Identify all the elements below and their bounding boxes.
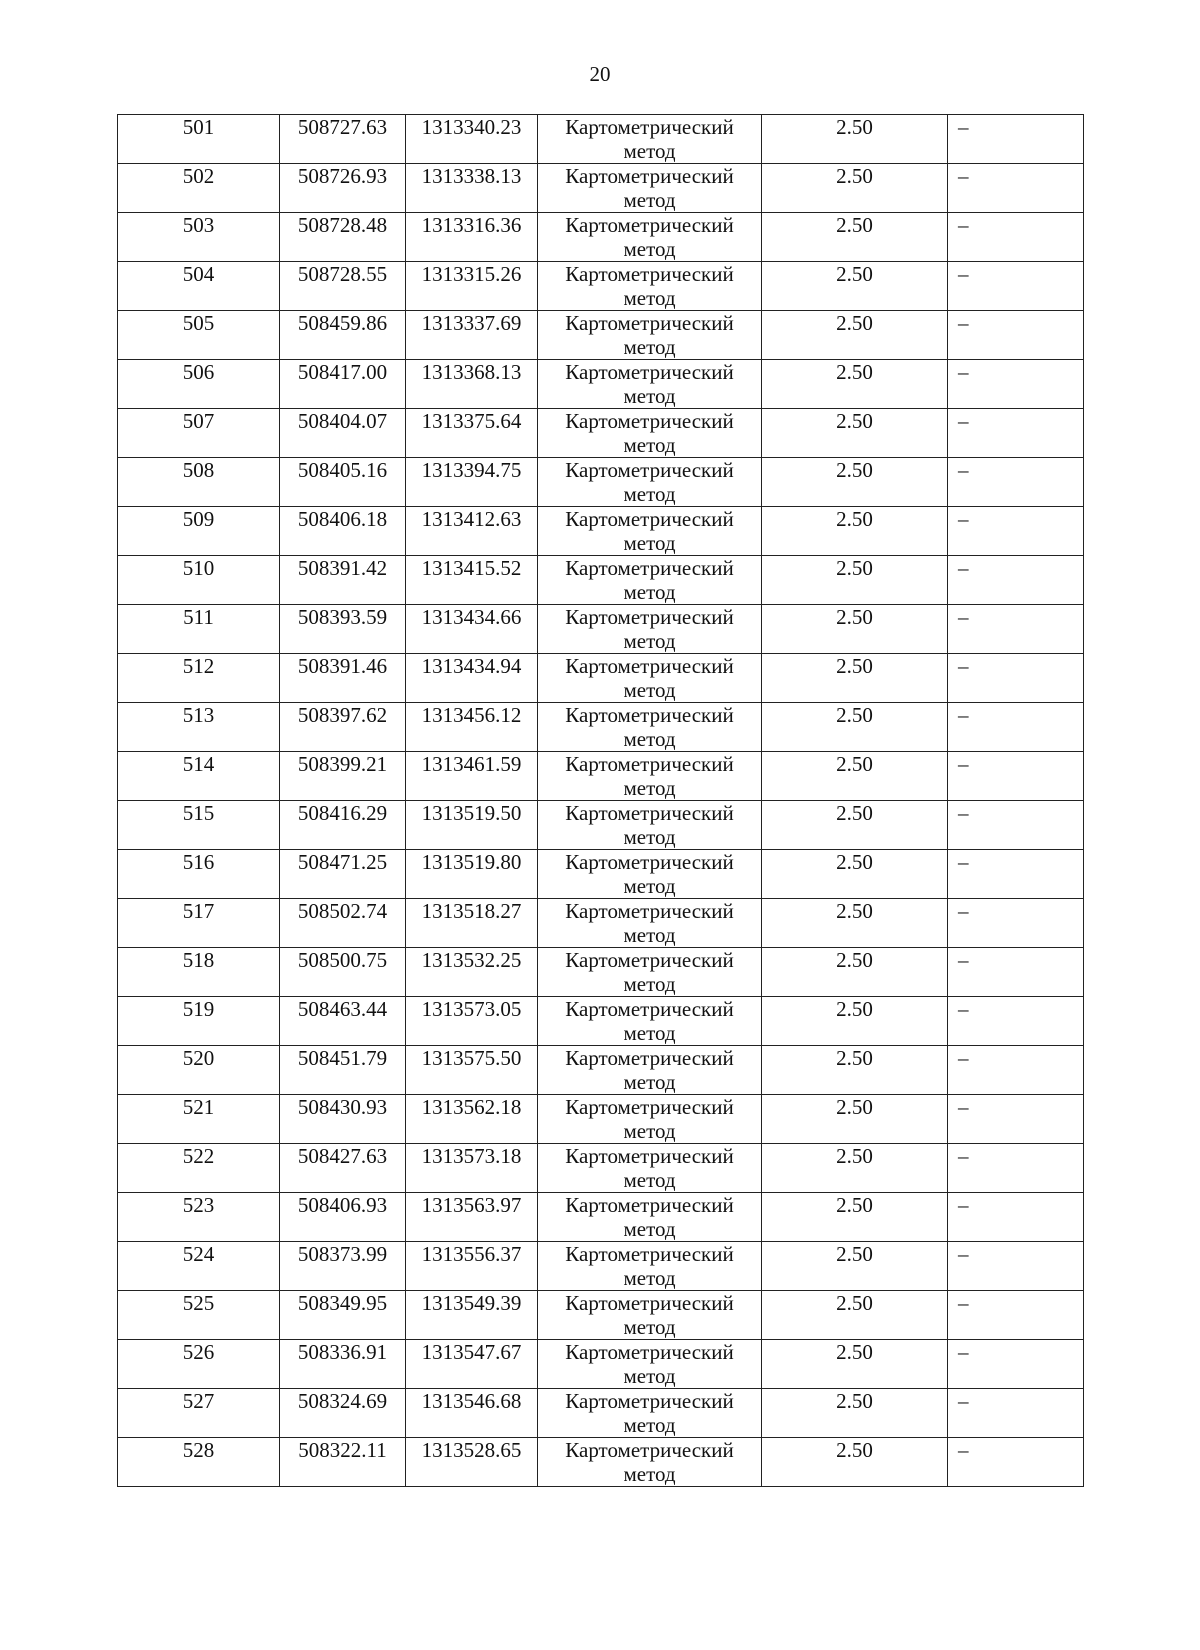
y-coordinate-cell: 1313375.64: [406, 409, 538, 458]
note-cell: –: [948, 752, 1084, 801]
point-number-cell: 506: [118, 360, 280, 409]
method-cell: [538, 1046, 762, 1095]
point-number-cell: 502: [118, 164, 280, 213]
accuracy-cell: 2.50: [762, 1095, 948, 1144]
accuracy-cell: 2.50: [762, 311, 948, 360]
method-line-1: Картометрический: [565, 409, 734, 433]
table-row: [118, 605, 1084, 654]
y-coordinate-cell: 1313412.63: [406, 507, 538, 556]
note-cell: –: [948, 311, 1084, 360]
table-row: [118, 850, 1084, 899]
table-row: [118, 1291, 1084, 1340]
accuracy-cell: 2.50: [762, 213, 948, 262]
y-coordinate-cell: 1313562.18: [406, 1095, 538, 1144]
y-coordinate-cell: 1313518.27: [406, 899, 538, 948]
method-line-1: Картометрический: [565, 654, 734, 678]
note-cell: –: [948, 948, 1084, 997]
x-coordinate-cell: 508463.44: [280, 997, 406, 1046]
method-line-1: Картометрический: [565, 507, 734, 531]
method-cell: [538, 115, 762, 164]
method-line-2: метод: [623, 531, 676, 555]
point-number-cell: 519: [118, 997, 280, 1046]
table-row: [118, 752, 1084, 801]
note-cell: –: [948, 850, 1084, 899]
accuracy-cell: 2.50: [762, 899, 948, 948]
accuracy-cell: 2.50: [762, 801, 948, 850]
point-number-cell: 510: [118, 556, 280, 605]
method-line-1: Картометрический: [565, 1095, 734, 1119]
y-coordinate-cell: 1313556.37: [406, 1242, 538, 1291]
table-row: [118, 1438, 1084, 1487]
y-coordinate-cell: 1313338.13: [406, 164, 538, 213]
point-number-cell: 504: [118, 262, 280, 311]
point-number-cell: 508: [118, 458, 280, 507]
point-number-cell: 515: [118, 801, 280, 850]
method-line-1: Картометрический: [565, 703, 734, 727]
x-coordinate-cell: 508726.93: [280, 164, 406, 213]
y-coordinate-cell: 1313415.52: [406, 556, 538, 605]
table-row: [118, 1242, 1084, 1291]
method-line-1: Картометрический: [565, 752, 734, 776]
y-coordinate-cell: 1313532.25: [406, 948, 538, 997]
method-cell: [538, 654, 762, 703]
coordinates-table-body: [118, 115, 1084, 1487]
note-cell: –: [948, 899, 1084, 948]
x-coordinate-cell: 508393.59: [280, 605, 406, 654]
method-cell: [538, 458, 762, 507]
point-number-cell: 513: [118, 703, 280, 752]
method-cell: [538, 556, 762, 605]
note-cell: –: [948, 1193, 1084, 1242]
method-line-2: метод: [623, 433, 676, 457]
x-coordinate-cell: 508459.86: [280, 311, 406, 360]
note-cell: –: [948, 458, 1084, 507]
note-cell: –: [948, 1340, 1084, 1389]
y-coordinate-cell: 1313315.26: [406, 262, 538, 311]
note-cell: –: [948, 360, 1084, 409]
method-line-2: метод: [623, 776, 676, 800]
table-row: [118, 1144, 1084, 1193]
y-coordinate-cell: 1313519.50: [406, 801, 538, 850]
method-cell: [538, 1144, 762, 1193]
point-number-cell: 522: [118, 1144, 280, 1193]
table-row: [118, 948, 1084, 997]
method-line-1: Картометрический: [565, 1193, 734, 1217]
accuracy-cell: 2.50: [762, 850, 948, 899]
accuracy-cell: 2.50: [762, 752, 948, 801]
method-line-2: метод: [623, 727, 676, 751]
method-cell: [538, 1291, 762, 1340]
page-number: 20: [589, 62, 611, 86]
method-line-2: метод: [623, 678, 676, 702]
y-coordinate-cell: 1313434.94: [406, 654, 538, 703]
accuracy-cell: 2.50: [762, 1291, 948, 1340]
method-line-2: метод: [623, 1413, 676, 1437]
x-coordinate-cell: 508324.69: [280, 1389, 406, 1438]
method-line-2: метод: [623, 1266, 676, 1290]
method-line-1: Картометрический: [565, 311, 734, 335]
note-cell: –: [948, 801, 1084, 850]
point-number-cell: 526: [118, 1340, 280, 1389]
method-line-1: Картометрический: [565, 115, 734, 139]
accuracy-cell: 2.50: [762, 164, 948, 213]
method-cell: [538, 850, 762, 899]
x-coordinate-cell: 508322.11: [280, 1438, 406, 1487]
x-coordinate-cell: 508406.93: [280, 1193, 406, 1242]
method-line-2: метод: [623, 874, 676, 898]
method-line-1: Картометрический: [565, 948, 734, 972]
method-line-1: Картометрический: [565, 1242, 734, 1266]
method-line-2: метод: [623, 188, 676, 212]
method-line-1: Картометрический: [565, 1389, 734, 1413]
x-coordinate-cell: 508405.16: [280, 458, 406, 507]
method-line-2: метод: [623, 1070, 676, 1094]
method-line-2: метод: [623, 1217, 676, 1241]
method-cell: [538, 1438, 762, 1487]
note-cell: –: [948, 164, 1084, 213]
note-cell: –: [948, 654, 1084, 703]
method-cell: [538, 213, 762, 262]
accuracy-cell: 2.50: [762, 703, 948, 752]
method-line-2: метод: [623, 286, 676, 310]
method-line-1: Картометрический: [565, 1144, 734, 1168]
accuracy-cell: 2.50: [762, 360, 948, 409]
table-row: [118, 1340, 1084, 1389]
coordinates-table: [117, 114, 1084, 1487]
y-coordinate-cell: 1313528.65: [406, 1438, 538, 1487]
point-number-cell: 517: [118, 899, 280, 948]
table-row: [118, 262, 1084, 311]
x-coordinate-cell: 508502.74: [280, 899, 406, 948]
point-number-cell: 514: [118, 752, 280, 801]
accuracy-cell: 2.50: [762, 1242, 948, 1291]
x-coordinate-cell: 508430.93: [280, 1095, 406, 1144]
x-coordinate-cell: 508417.00: [280, 360, 406, 409]
note-cell: –: [948, 1144, 1084, 1193]
method-line-1: Картометрический: [565, 458, 734, 482]
method-line-2: метод: [623, 1364, 676, 1388]
x-coordinate-cell: 508471.25: [280, 850, 406, 899]
method-line-2: метод: [623, 972, 676, 996]
table-row: [118, 801, 1084, 850]
method-line-2: метод: [623, 1315, 676, 1339]
y-coordinate-cell: 1313337.69: [406, 311, 538, 360]
method-line-2: метод: [623, 139, 676, 163]
note-cell: –: [948, 115, 1084, 164]
method-line-2: метод: [623, 825, 676, 849]
note-cell: –: [948, 213, 1084, 262]
table-row: [118, 507, 1084, 556]
y-coordinate-cell: 1313573.05: [406, 997, 538, 1046]
method-cell: [538, 360, 762, 409]
method-cell: [538, 997, 762, 1046]
accuracy-cell: 2.50: [762, 507, 948, 556]
note-cell: –: [948, 409, 1084, 458]
method-line-1: Картометрический: [565, 997, 734, 1021]
method-line-2: метод: [623, 629, 676, 653]
note-cell: –: [948, 605, 1084, 654]
method-cell: [538, 311, 762, 360]
method-cell: [538, 1095, 762, 1144]
accuracy-cell: 2.50: [762, 458, 948, 507]
note-cell: –: [948, 1438, 1084, 1487]
table-row: [118, 360, 1084, 409]
method-line-1: Картометрический: [565, 1340, 734, 1364]
x-coordinate-cell: 508349.95: [280, 1291, 406, 1340]
x-coordinate-cell: 508406.18: [280, 507, 406, 556]
point-number-cell: 528: [118, 1438, 280, 1487]
table-row: [118, 164, 1084, 213]
accuracy-cell: 2.50: [762, 409, 948, 458]
table-row: [118, 409, 1084, 458]
y-coordinate-cell: 1313563.97: [406, 1193, 538, 1242]
accuracy-cell: 2.50: [762, 997, 948, 1046]
method-cell: [538, 703, 762, 752]
accuracy-cell: 2.50: [762, 1340, 948, 1389]
method-line-2: метод: [623, 1168, 676, 1192]
y-coordinate-cell: 1313547.67: [406, 1340, 538, 1389]
point-number-cell: 524: [118, 1242, 280, 1291]
x-coordinate-cell: 508391.42: [280, 556, 406, 605]
point-number-cell: 518: [118, 948, 280, 997]
accuracy-cell: 2.50: [762, 1193, 948, 1242]
y-coordinate-cell: 1313434.66: [406, 605, 538, 654]
x-coordinate-cell: 508373.99: [280, 1242, 406, 1291]
method-line-1: Картометрический: [565, 1438, 734, 1462]
table-row: [118, 997, 1084, 1046]
table-row: [118, 115, 1084, 164]
method-line-2: метод: [623, 580, 676, 604]
note-cell: –: [948, 262, 1084, 311]
method-cell: [538, 605, 762, 654]
note-cell: –: [948, 1095, 1084, 1144]
x-coordinate-cell: 508416.29: [280, 801, 406, 850]
table-row: [118, 458, 1084, 507]
accuracy-cell: 2.50: [762, 605, 948, 654]
note-cell: –: [948, 1389, 1084, 1438]
x-coordinate-cell: 508427.63: [280, 1144, 406, 1193]
point-number-cell: 511: [118, 605, 280, 654]
method-line-1: Картометрический: [565, 213, 734, 237]
method-line-1: Картометрический: [565, 801, 734, 825]
table-row: [118, 1095, 1084, 1144]
x-coordinate-cell: 508399.21: [280, 752, 406, 801]
x-coordinate-cell: 508500.75: [280, 948, 406, 997]
method-cell: [538, 507, 762, 556]
accuracy-cell: 2.50: [762, 556, 948, 605]
accuracy-cell: 2.50: [762, 654, 948, 703]
y-coordinate-cell: 1313340.23: [406, 115, 538, 164]
table-row: [118, 899, 1084, 948]
method-line-2: метод: [623, 482, 676, 506]
method-cell: [538, 752, 762, 801]
x-coordinate-cell: 508728.55: [280, 262, 406, 311]
y-coordinate-cell: 1313316.36: [406, 213, 538, 262]
point-number-cell: 507: [118, 409, 280, 458]
table-row: [118, 213, 1084, 262]
x-coordinate-cell: 508728.48: [280, 213, 406, 262]
method-line-1: Картометрический: [565, 850, 734, 874]
accuracy-cell: 2.50: [762, 262, 948, 311]
point-number-cell: 520: [118, 1046, 280, 1095]
point-number-cell: 525: [118, 1291, 280, 1340]
method-cell: [538, 262, 762, 311]
accuracy-cell: 2.50: [762, 1389, 948, 1438]
point-number-cell: 527: [118, 1389, 280, 1438]
method-line-1: Картометрический: [565, 899, 734, 923]
table-row: [118, 1046, 1084, 1095]
x-coordinate-cell: 508451.79: [280, 1046, 406, 1095]
y-coordinate-cell: 1313368.13: [406, 360, 538, 409]
accuracy-cell: 2.50: [762, 948, 948, 997]
table-row: [118, 654, 1084, 703]
table-row: [118, 556, 1084, 605]
accuracy-cell: 2.50: [762, 1144, 948, 1193]
method-cell: [538, 409, 762, 458]
accuracy-cell: 2.50: [762, 115, 948, 164]
table-row: [118, 703, 1084, 752]
method-cell: [538, 1340, 762, 1389]
note-cell: –: [948, 703, 1084, 752]
point-number-cell: 505: [118, 311, 280, 360]
method-line-1: Картометрический: [565, 262, 734, 286]
method-cell: [538, 899, 762, 948]
method-line-2: метод: [623, 1021, 676, 1045]
method-line-1: Картометрический: [565, 1291, 734, 1315]
point-number-cell: 516: [118, 850, 280, 899]
x-coordinate-cell: 508727.63: [280, 115, 406, 164]
method-line-2: метод: [623, 335, 676, 359]
accuracy-cell: 2.50: [762, 1438, 948, 1487]
note-cell: –: [948, 556, 1084, 605]
point-number-cell: 509: [118, 507, 280, 556]
y-coordinate-cell: 1313456.12: [406, 703, 538, 752]
y-coordinate-cell: 1313394.75: [406, 458, 538, 507]
method-cell: [538, 1389, 762, 1438]
method-line-2: метод: [623, 1462, 676, 1486]
note-cell: –: [948, 1242, 1084, 1291]
method-line-1: Картометрический: [565, 605, 734, 629]
y-coordinate-cell: 1313461.59: [406, 752, 538, 801]
method-cell: [538, 1242, 762, 1291]
method-cell: [538, 1193, 762, 1242]
note-cell: –: [948, 1291, 1084, 1340]
method-line-1: Картометрический: [565, 556, 734, 580]
y-coordinate-cell: 1313519.80: [406, 850, 538, 899]
method-cell: [538, 948, 762, 997]
method-line-1: Картометрический: [565, 360, 734, 384]
method-line-2: метод: [623, 384, 676, 408]
method-line-1: Картометрический: [565, 164, 734, 188]
point-number-cell: 523: [118, 1193, 280, 1242]
x-coordinate-cell: 508391.46: [280, 654, 406, 703]
point-number-cell: 512: [118, 654, 280, 703]
x-coordinate-cell: 508404.07: [280, 409, 406, 458]
method-cell: [538, 164, 762, 213]
point-number-cell: 521: [118, 1095, 280, 1144]
y-coordinate-cell: 1313573.18: [406, 1144, 538, 1193]
note-cell: –: [948, 997, 1084, 1046]
method-line-2: метод: [623, 1119, 676, 1143]
point-number-cell: 503: [118, 213, 280, 262]
y-coordinate-cell: 1313575.50: [406, 1046, 538, 1095]
accuracy-cell: 2.50: [762, 1046, 948, 1095]
table-row: [118, 1389, 1084, 1438]
method-line-2: метод: [623, 923, 676, 947]
table-row: [118, 1193, 1084, 1242]
method-cell: [538, 801, 762, 850]
method-line-2: метод: [623, 237, 676, 261]
method-line-1: Картометрический: [565, 1046, 734, 1070]
table-row: [118, 311, 1084, 360]
note-cell: –: [948, 507, 1084, 556]
y-coordinate-cell: 1313546.68: [406, 1389, 538, 1438]
note-cell: –: [948, 1046, 1084, 1095]
y-coordinate-cell: 1313549.39: [406, 1291, 538, 1340]
x-coordinate-cell: 508336.91: [280, 1340, 406, 1389]
point-number-cell: 501: [118, 115, 280, 164]
x-coordinate-cell: 508397.62: [280, 703, 406, 752]
